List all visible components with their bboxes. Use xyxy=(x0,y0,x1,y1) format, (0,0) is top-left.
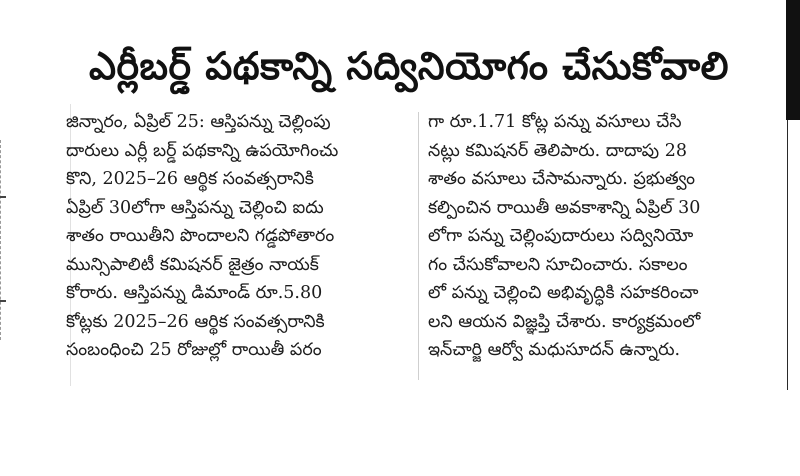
column-divider xyxy=(418,112,419,380)
body-line: లని ఆయన విజ్ఞప్తి చేశారు. కార్యక్రమంలో xyxy=(428,311,701,332)
article-headline: ఎర్లీబర్డ్ పథకాన్ని సద్వినియోగం చేసుకోవాలి xyxy=(88,44,730,88)
body-line: ఇన్‌చార్జి ఆర్వో మధుసూదన్ ఉన్నారు. xyxy=(428,340,681,360)
body-line: కోరారు. ఆస్తిపన్ను డిమాండ్ రూ.5.80 xyxy=(66,283,323,303)
body-line: కోట్లకు 2025–26 ఆర్థిక సంవత్సరానికి xyxy=(66,311,325,332)
body-line: సంబంధించి 25 రోజుల్లో రాయితీ పరం xyxy=(66,340,322,360)
body-line: నట్లు కమిషనర్ తెలిపారు. దాదాపు 28 xyxy=(428,140,687,161)
body-line: కొని, 2025–26 ఆర్థిక సంవత్సరానికి xyxy=(66,169,314,189)
body-line: ఏప్రిల్ 30లోగా ఆస్తిపన్ను చెల్లించి ఐదు xyxy=(66,197,324,218)
body-line: మున్సిపాలిటీ కమిషనర్ జైత్రం నాయక్ xyxy=(66,254,319,275)
body-line: జిన్నారం, ఏప్రిల్ 25: ఆస్తిపన్ను చెల్లింపు xyxy=(66,112,331,132)
body-line: లో పన్ను చెల్లించి అభివృద్ధికి సహకరించా xyxy=(428,283,699,303)
adjacent-column-rule xyxy=(787,120,788,390)
body-line: గా రూ.1.71 కోట్ల పన్ను వసూలు చేసి xyxy=(428,112,682,132)
body-line: లోగా పన్ను చెల్లింపుదారులు సద్వినియో xyxy=(428,226,694,246)
body-line: గం చేసుకోవాలని సూచించారు. సకాలం xyxy=(428,254,688,275)
article-body-right-column xyxy=(428,108,750,388)
adjacent-column-black-strip xyxy=(786,0,800,120)
body-line: శాతం వసూలు చేసామన్నారు. ప్రభుత్వం xyxy=(428,169,696,189)
body-line: దారులు ఎర్లీ బర్డ్ పథకాన్ని ఉపయోగించు xyxy=(66,140,339,161)
left-margin-crop-edge xyxy=(0,140,5,340)
body-line: శాతం రాయితీని పొందాలని గడ్డపోతారం xyxy=(66,226,335,246)
article-body-left-column xyxy=(66,108,410,388)
body-line: కల్పించిన రాయితీ అవకాశాన్ని ఏప్రిల్ 30 xyxy=(428,197,701,218)
left-margin-mark xyxy=(0,196,6,198)
headline-container xyxy=(66,40,752,102)
left-margin-mark xyxy=(0,300,6,302)
